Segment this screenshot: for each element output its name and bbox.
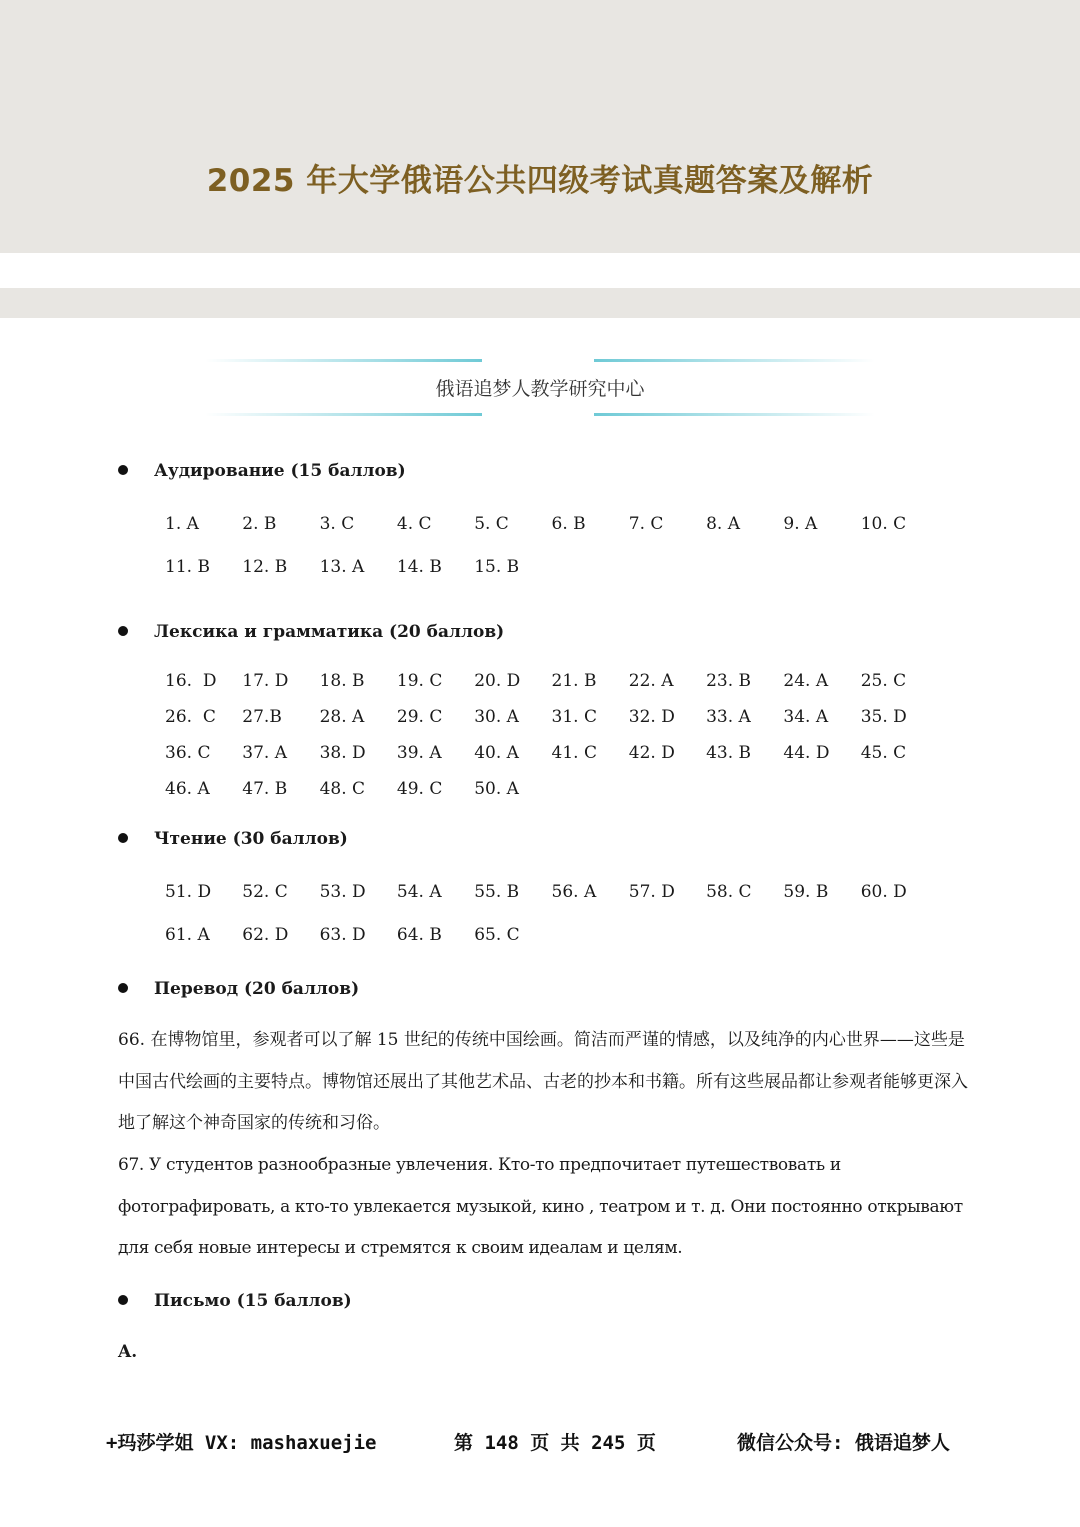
answer-item: 61. A [165, 925, 210, 945]
answer-item: 52. C [242, 882, 288, 902]
answer-item: 34. A [783, 707, 829, 727]
answer-item: 53. D [319, 882, 366, 902]
answer-item: 46. A [165, 779, 210, 799]
answer-item: 58. C [706, 882, 752, 902]
answer-item: 9. A [783, 514, 818, 534]
answer-item: 25. C [860, 671, 907, 691]
banner-line-bottom-right [594, 413, 875, 416]
answer-item: 42. D [628, 743, 675, 763]
answer-item: 54. A [396, 882, 442, 902]
footer-page-number: 第 148 页 共 245 页 [454, 1432, 656, 1454]
answer-item: 35. D [860, 707, 907, 727]
answer-item: 22. A [628, 671, 674, 691]
answer-item: 64. B [396, 925, 442, 945]
answer-item: 48. C [319, 779, 366, 799]
answer-item: 23. B [706, 671, 752, 691]
answer-item: 36. C [165, 743, 211, 763]
bullet-icon [118, 833, 128, 843]
answer-item: 20. D [474, 671, 521, 691]
answer-item: 24. A [783, 671, 829, 691]
answer-item: 21. B [551, 671, 597, 691]
answer-item: 51. D [165, 882, 212, 902]
answer-item: 32. D [628, 707, 675, 727]
answer-item: 40. A [474, 743, 519, 763]
answer-item: 5. C [474, 514, 509, 534]
answer-item: 12. B [242, 557, 288, 577]
bullet-icon [118, 626, 128, 636]
center-name: 俄语追梦人教学研究中心 [435, 378, 645, 400]
answer-item: 57. D [628, 882, 675, 902]
answer-item: 8. A [706, 514, 740, 534]
section-reading-heading [118, 829, 348, 849]
section-lexis-heading [118, 622, 504, 642]
answer-item: 44. D [783, 743, 830, 763]
section-heading-text: Чтение (30 баллов) [154, 829, 348, 849]
section-translation-heading [118, 979, 359, 999]
document-title: 2025 年大学俄语公共四级考试真题答案及解析 [206, 163, 874, 199]
answer-item: 62. D [242, 925, 289, 945]
answer-item: 27.B [242, 707, 282, 727]
footer-contact: +玛莎学姐 VX: mashaxuejie [106, 1432, 377, 1454]
answer-item: 11. B [165, 557, 210, 577]
answer-item: 60. D [860, 882, 907, 902]
divider-strip [0, 288, 1080, 318]
answer-item: 39. A [396, 743, 442, 763]
answer-item: 47. B [242, 779, 288, 799]
section-heading-text: Перевод (20 баллов) [154, 979, 360, 999]
answer-item: 13. A [319, 557, 365, 577]
footer-wechat: 微信公众号: 俄语追梦人 [737, 1432, 950, 1454]
answer-item: 28. A [319, 707, 365, 727]
section-listening-heading [118, 461, 406, 481]
answer-item: 55. B [474, 882, 520, 902]
answer-item: 31. C [551, 707, 597, 727]
answer-item: 7. C [628, 514, 664, 534]
answer-item: 10. C [860, 514, 907, 534]
section-heading-text: Аудирование (15 баллов) [154, 461, 406, 481]
answer-item: 33. A [706, 707, 751, 727]
answer-item: 38. D [319, 743, 366, 763]
bullet-icon [118, 465, 128, 475]
answer-item: 45. C [860, 743, 907, 763]
writing-part-a: A. [118, 1342, 138, 1362]
answer-item: 4. C [396, 514, 432, 534]
banner-line-top-left [205, 359, 482, 362]
answer-item: 65. C [474, 925, 520, 945]
translation-66: 66. 在博物馆里，参观者可以了解 15 世纪的传统中国绘画。简洁而严谨的情感，以及纯净的内心世界——这些是中国古代绘画的主要特点。博物馆还展出了其他艺术品、古老的抄本和书籍。所有这些展品都让参观者能够更深入地了解这个神奇国家的传统和习俗。 [118, 1030, 968, 1133]
answer-item: 30. A [474, 707, 519, 727]
answer-item: 6. B [551, 514, 586, 534]
answer-item: 26. C [165, 707, 216, 727]
answer-item: 63. D [319, 925, 366, 945]
header-band [0, 0, 1080, 253]
banner-line-top-right [594, 359, 875, 362]
answer-item: 43. B [706, 743, 752, 763]
bullet-icon [118, 1295, 128, 1305]
section-writing-heading [118, 1291, 352, 1311]
answer-item: 50. A [474, 779, 519, 799]
answer-item: 1. A [165, 514, 199, 534]
translation-67: 67. У студентов разнообразные увлечения. Кто-то предпочитает путешествовать и фотографировать, а кто-то увлекается музыкой, кино , театром и т. д. Они постоянно открывают для себя новые интересы и стремятся к своим идеалам и целям. [118, 1155, 963, 1258]
answer-item: 29. C [396, 707, 443, 727]
answer-item: 19. C [396, 671, 443, 691]
answer-item: 49. C [396, 779, 443, 799]
banner-line-bottom-left [205, 413, 482, 416]
answer-item: 16. D [165, 671, 217, 691]
answer-item: 14. B [396, 557, 442, 577]
answer-item: 15. B [474, 557, 520, 577]
bullet-icon [118, 983, 128, 993]
answer-item: 37. A [242, 743, 288, 763]
answer-item: 17. D [242, 671, 289, 691]
answer-item: 41. C [551, 743, 597, 763]
answer-item: 59. B [783, 882, 829, 902]
section-heading-text: Лексика и грамматика (20 баллов) [154, 622, 505, 642]
section-heading-text: Письмо (15 баллов) [154, 1291, 352, 1311]
answer-item: 3. C [319, 514, 355, 534]
answer-item: 56. A [551, 882, 597, 902]
answer-item: 18. B [319, 671, 365, 691]
answer-item: 2. B [242, 514, 277, 534]
